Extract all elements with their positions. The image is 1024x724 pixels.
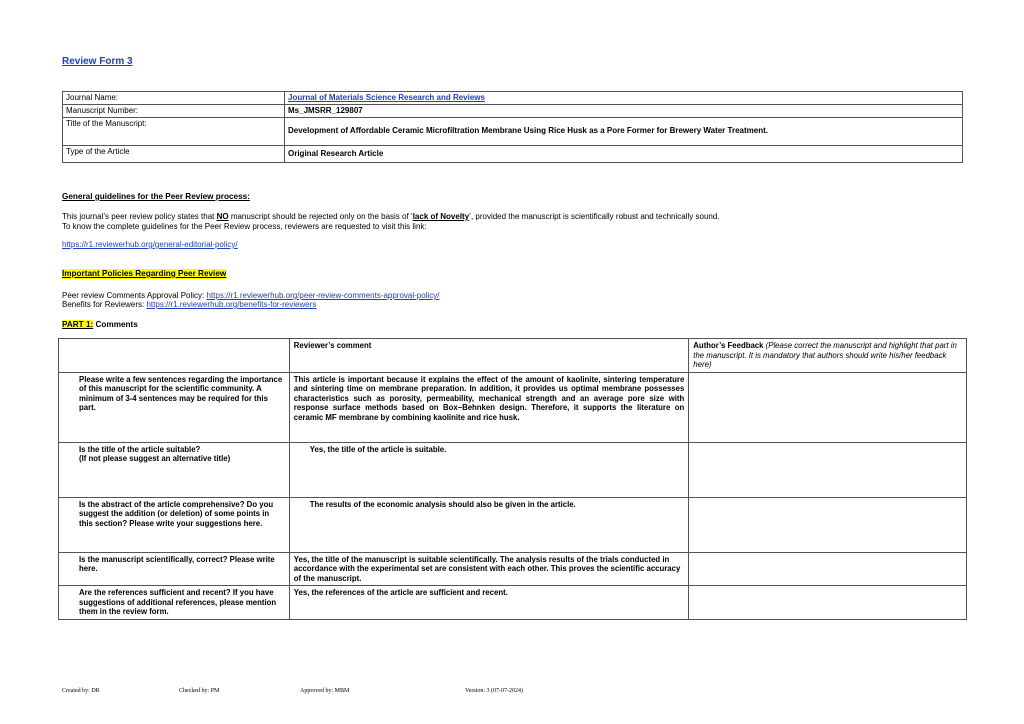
footer-checked-by: Checked by: PM [179,688,220,694]
reviewer-comment-cell[interactable]: This article is important because it explains the effect of the amount of kaolinite, sintering temperature and sintering time on membrane preparation. In addition, it provides us optimal membrane possesses characteristics such as porosity, permeability, mechanical strength and an average pore size with response surface methods based on Box–Behnken design. Therefore, it supports the literature on ceramic MF membrane by combining kaolinite and rice husk. [289,372,689,442]
manuscript-number-label: Manuscript Number: [63,104,285,117]
author-feedback-cell[interactable] [689,497,967,552]
part1-title: Comments [93,320,138,329]
journal-name-label: Journal Name: [63,92,285,105]
table-row [59,442,967,497]
reviewer-comment-cell[interactable]: Yes, the title of the manuscript is suitable scientifically. The analysis results of the trials conducted in accordance with the experimental set are consistent with each other. This proves the scientific accuracy of the manuscript. [289,552,689,586]
question-cell: Are the references sufficient and recent? If you have suggestions of additional references, please mention them in the review form. [59,586,290,620]
no-emphasis: NO [216,212,229,221]
form-title[interactable]: Review Form 3 [62,56,133,67]
footer-created-by: Created by: DR [62,688,100,694]
guidelines-heading: General guidelines for the Peer Review process: [62,192,250,201]
author-feedback-cell[interactable] [689,442,967,497]
reviewer-comment-header: Reviewer’s comment [289,339,689,373]
table-header-row [59,339,967,373]
novelty-emphasis: lack of Novelty [412,212,470,221]
footer-version: Version: 3 (07-07-2024) [465,688,523,694]
manuscript-title-value: Development of Affordable Ceramic Microfiltration Membrane Using Rice Husk as a Pore Former for Brewery Water Treatment. [285,117,963,145]
table-row [59,586,967,620]
question-cell: Is the abstract of the article comprehensive? Do you suggest the addition (or deletion) of some points in this section? Please write your suggestions here. [59,497,290,552]
question-cell: Is the title of the article suitable? (If not please suggest an alternative title) [59,442,290,497]
table-row [59,497,967,552]
table-row [59,552,967,586]
guidelines-policy-text: This journal’s peer review policy states that NO manuscript should be rejected only on the basis of ‘lack of Novelty’, provided the manuscript is scientifically robust and technically sound. [62,212,720,221]
question-header [59,339,290,373]
table-row [63,145,963,162]
article-type-label: Type of the Article [63,145,285,162]
editorial-policy-link[interactable]: https://r1.reviewerhub.org/general-editorial-policy/ [62,240,238,249]
question-cell: Please write a few sentences regarding the importance of this manuscript for the scientific community. A minimum of 3-4 sentences may be required for this part. [59,372,290,442]
question-cell: Is the manuscript scientifically, correct? Please write here. [59,552,290,586]
journal-name-link[interactable]: Journal of Materials Science Research and Reviews [288,93,485,102]
table-row [63,104,963,117]
comments-table [58,338,967,620]
benefits-link[interactable]: https://r1.reviewerhub.org/benefits-for-reviewers [146,300,317,309]
author-feedback-cell[interactable] [689,372,967,442]
approval-policy-line: Peer review Comments Approval Policy: https://r1.reviewerhub.org/peer-review-comments-approval-policy/ [62,291,440,300]
manuscript-info-table [62,91,963,163]
part1-label: PART 1: [62,320,94,329]
table-row [63,117,963,145]
manuscript-number-value: Ms_JMSRR_129807 [285,104,963,117]
reviewer-comment-cell[interactable]: Yes, the references of the article are sufficient and recent. [289,586,689,620]
approval-policy-link[interactable]: https://r1.reviewerhub.org/peer-review-comments-approval-policy/ [206,291,440,300]
reviewer-comment-cell[interactable]: Yes, the title of the article is suitable. [289,442,689,497]
footer-approved-by: Approved by: MBM [300,688,350,694]
policies-heading: Important Policies Regarding Peer Review [62,269,227,278]
benefits-line: Benefits for Reviewers: https://r1.reviewerhub.org/benefits-for-reviewers [62,300,317,309]
manuscript-title-label: Title of the Manuscript: [63,117,285,145]
author-feedback-header: Author’s Feedback (Please correct the manuscript and highlight that part in the manuscript. It is mandatory that authors should write his/her feedback here) [689,339,967,373]
reviewer-comment-cell[interactable]: The results of the economic analysis should also be given in the article. [289,497,689,552]
author-feedback-cell[interactable] [689,552,967,586]
article-type-value: Original Research Article [285,145,963,162]
author-feedback-cell[interactable] [689,586,967,620]
table-row [63,92,963,105]
guidelines-link-instruction: To know the complete guidelines for the Peer Review process, reviewers are requested to visit this link: [62,222,427,231]
table-row [59,372,967,442]
part1-heading [62,320,138,330]
